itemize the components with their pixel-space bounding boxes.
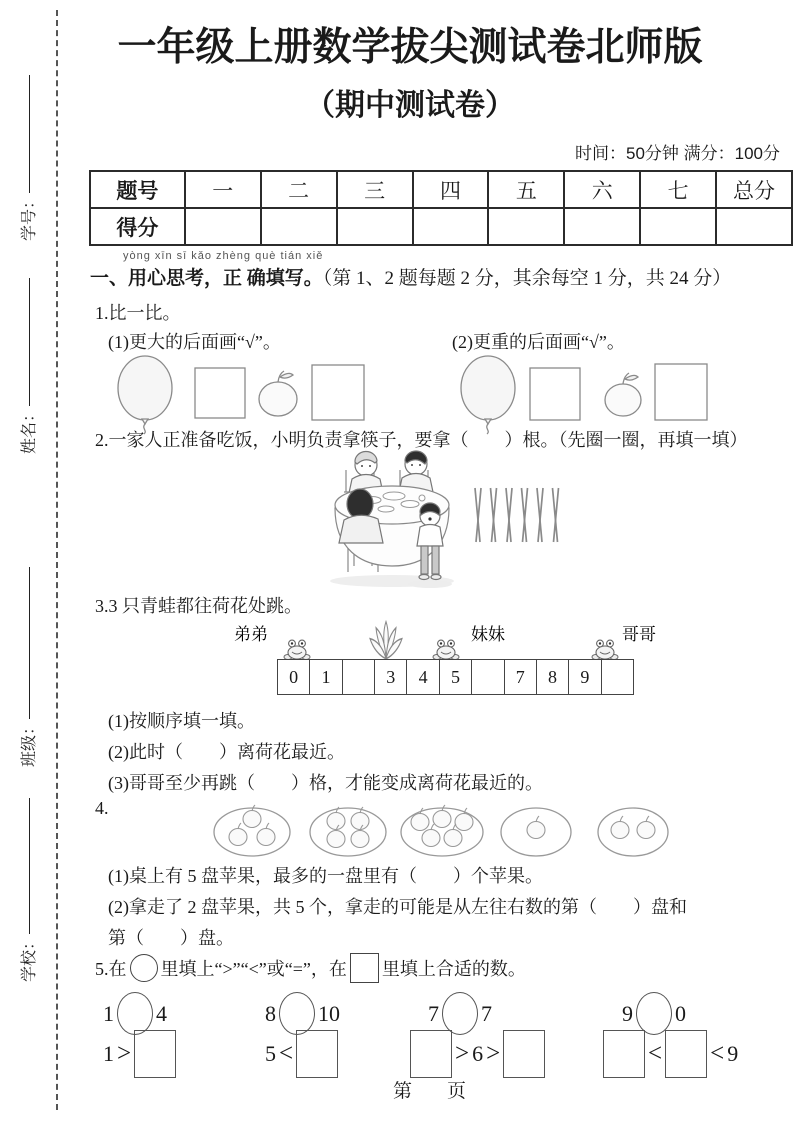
comparison-right-number: 10 xyxy=(318,1000,340,1026)
comparison-item xyxy=(265,992,340,1035)
q4-sub1: (1)桌上有 5 盘苹果，最多的一盘里有（ ）个苹果。 xyxy=(108,866,543,886)
student-id-label: 学号： xyxy=(21,192,38,241)
score-table-header-row xyxy=(90,171,792,208)
score-table-column-header: 六 xyxy=(564,171,640,208)
pinyin-annotation: yòng xīn sī kǎo zhèng què tián xiě xyxy=(123,250,324,262)
name-label: 姓名： xyxy=(21,405,38,454)
class-blank-line xyxy=(27,567,30,719)
comparison-left-number: 7 xyxy=(428,1000,439,1026)
score-table-column-header: 一 xyxy=(185,171,261,208)
score-table-column-header: 三 xyxy=(337,171,413,208)
comparison-answer-circle xyxy=(442,992,478,1035)
label-didi: 弟弟 xyxy=(234,625,268,644)
plates-illustration xyxy=(210,800,680,862)
inequality-item xyxy=(603,1030,738,1078)
inequality-number: 1 xyxy=(103,1041,114,1066)
q3-text: 3.3 只青蛙都往荷花处跳。 xyxy=(95,596,302,616)
school-blank-line xyxy=(27,798,30,934)
strip-number-cell: 8 xyxy=(537,660,569,694)
strip-number-cell: 7 xyxy=(505,660,537,694)
score-table-score-row xyxy=(90,208,792,245)
strip-number-cell: 1 xyxy=(310,660,342,694)
plate-with-apples xyxy=(401,805,483,856)
answer-box xyxy=(312,365,364,420)
q4-sub2-line1: (2)拿走了 2 盘苹果，共 5 个，拿走的可能是从左往右数的第（ ）盘和 xyxy=(108,897,687,917)
strip-number-cell: 5 xyxy=(440,660,472,694)
name-field xyxy=(19,276,41,454)
strip-number-cell: 9 xyxy=(569,660,601,694)
comparison-left-number: 9 xyxy=(622,1000,633,1026)
answer-box xyxy=(195,368,245,418)
plate-icon xyxy=(310,808,386,856)
score-empty-cell xyxy=(413,208,489,245)
apple-icon xyxy=(259,371,297,416)
strip-number-cell: 4 xyxy=(407,660,439,694)
frog-icon xyxy=(433,640,459,659)
frog-icon xyxy=(592,640,618,659)
strip-number-cell: 3 xyxy=(375,660,407,694)
score-table-column-header: 四 xyxy=(413,171,489,208)
balloon-icon xyxy=(461,356,515,434)
q5-comparison-row2 xyxy=(95,1030,785,1082)
chopsticks-illustration xyxy=(470,486,566,546)
answer-box xyxy=(655,364,707,420)
answer-box xyxy=(603,1030,645,1078)
name-blank-line xyxy=(27,278,30,406)
strip-number-cell: 0 xyxy=(278,660,310,694)
time-score-info: 时间：50分钟 满分：100分 xyxy=(575,144,780,163)
inequality-symbol: < xyxy=(279,1040,294,1067)
page-footer: 第 页 xyxy=(392,1081,474,1102)
score-empty-cell xyxy=(337,208,413,245)
inline-box-symbol xyxy=(350,953,379,983)
inequality-number: 6 xyxy=(472,1041,484,1066)
score-table-column-header: 总分 xyxy=(716,171,792,208)
q1-sub2: (2)更重的后面画“√”。 xyxy=(452,332,625,352)
strip-blank-cell xyxy=(472,660,504,694)
class-field xyxy=(19,563,41,767)
student-id-field xyxy=(19,73,41,241)
inequality-symbol: < xyxy=(710,1040,725,1067)
score-empty-cell xyxy=(564,208,640,245)
score-table-column-header: 二 xyxy=(261,171,337,208)
frog-lotus-illustration xyxy=(220,620,672,662)
apple-icon xyxy=(605,373,641,416)
q4-number: 4. xyxy=(95,798,109,818)
q5-mid: 里填上“>”“<”或“=”，在 xyxy=(160,959,347,979)
comparison-item xyxy=(103,992,167,1035)
q1-sub1: (1)更大的后面画“√”。 xyxy=(108,332,281,352)
dashed-cut-line xyxy=(56,10,58,1110)
q3-sub3: (3)哥哥至少再跳（ ）格，才能变成离荷花最近的。 xyxy=(108,773,543,793)
comparison-item xyxy=(622,992,686,1035)
label-gege: 哥哥 xyxy=(622,625,656,644)
answer-box xyxy=(530,368,580,420)
q5-prefix: 5.在 xyxy=(95,959,127,979)
section-one-heading xyxy=(90,263,731,290)
inequality-symbol: < xyxy=(648,1040,663,1067)
chopsticks-pair-icon xyxy=(506,488,512,542)
q2-text: 2.一家人正准备吃饭，小明负责拿筷子，要拿（ ）根。（先圈一圈，再填一填） xyxy=(95,430,748,450)
lotus-icon xyxy=(370,622,402,659)
answer-box xyxy=(665,1030,707,1078)
chopsticks-pair-icon xyxy=(553,488,559,542)
comparison-right-number: 0 xyxy=(675,1000,686,1026)
inequality-number: 9 xyxy=(727,1041,739,1066)
inequality-item xyxy=(265,1030,338,1078)
strip-blank-cell xyxy=(602,660,633,694)
comparison-answer-circle xyxy=(117,992,153,1035)
section-one-heading-bold: 一、用心思考，正 确填写。 xyxy=(90,268,323,289)
balloon-icon xyxy=(118,356,172,434)
score-empty-cell xyxy=(488,208,564,245)
comparison-left-number: 8 xyxy=(265,1000,276,1026)
q5-suffix: 里填上合适的数。 xyxy=(381,959,526,979)
inequality-item xyxy=(103,1030,176,1078)
score-empty-cell xyxy=(185,208,261,245)
school-field xyxy=(19,794,41,982)
chopsticks-pair-icon xyxy=(475,488,481,542)
inequality-symbol: > xyxy=(486,1040,501,1067)
comparison-answer-circle xyxy=(636,992,672,1035)
plate-icon xyxy=(598,808,668,856)
comparison-right-number: 4 xyxy=(156,1000,167,1026)
answer-box xyxy=(296,1030,338,1078)
q1-illustration xyxy=(90,352,750,434)
chopsticks-pair-icon xyxy=(522,488,528,542)
frog-icon xyxy=(284,640,310,659)
inequality-symbol: > xyxy=(117,1040,132,1067)
comparison-answer-circle xyxy=(279,992,315,1035)
inequality-number: 5 xyxy=(265,1041,276,1066)
section-one-heading-note: （第 1、2 题每题 2 分，其余每空 1 分，共 24 分） xyxy=(322,268,732,289)
inequality-symbol: > xyxy=(455,1040,470,1067)
score-empty-cell xyxy=(640,208,716,245)
q1-text: 1.比一比。 xyxy=(95,303,181,323)
q4-sub2-line2: 第（ ）盘。 xyxy=(108,928,234,948)
class-label: 班级： xyxy=(21,718,38,767)
chopsticks-pair-icon xyxy=(537,488,543,542)
label-meimei: 妹妹 xyxy=(471,625,505,644)
plate-with-apples xyxy=(310,807,386,856)
number-strip xyxy=(277,659,634,695)
score-table-header-label: 题号 xyxy=(90,171,185,208)
score-table-column-header: 七 xyxy=(640,171,716,208)
comparison-left-number: 1 xyxy=(103,1000,114,1026)
chopsticks-pair-icon xyxy=(491,488,497,542)
inequality-item xyxy=(410,1030,545,1078)
plate-with-apples xyxy=(214,805,290,856)
q3-sub1: (1)按顺序填一填。 xyxy=(108,711,255,731)
comparison-right-number: 7 xyxy=(481,1000,492,1026)
school-label: 学校： xyxy=(21,933,38,982)
strip-blank-cell xyxy=(343,660,375,694)
score-empty-cell xyxy=(261,208,337,245)
answer-box xyxy=(134,1030,176,1078)
family-dinner-illustration xyxy=(330,448,456,590)
comparison-item xyxy=(428,992,492,1035)
student-id-blank-line xyxy=(27,75,30,193)
score-label-cell: 得分 xyxy=(90,208,185,245)
plate-with-apples xyxy=(501,808,571,856)
page-subtitle: （期中测试卷） xyxy=(305,89,515,122)
page-title: 一年级上册数学拔尖测试卷北师版 xyxy=(117,26,703,69)
inline-circle-symbol xyxy=(130,954,158,982)
answer-box xyxy=(503,1030,545,1078)
plate-with-apples xyxy=(598,808,668,856)
score-table xyxy=(89,170,793,246)
q3-sub2: (2)此时（ ）离荷花最近。 xyxy=(108,742,345,762)
score-empty-cell xyxy=(716,208,792,245)
q5-text xyxy=(95,953,526,983)
score-table-column-header: 五 xyxy=(488,171,564,208)
answer-box xyxy=(410,1030,452,1078)
